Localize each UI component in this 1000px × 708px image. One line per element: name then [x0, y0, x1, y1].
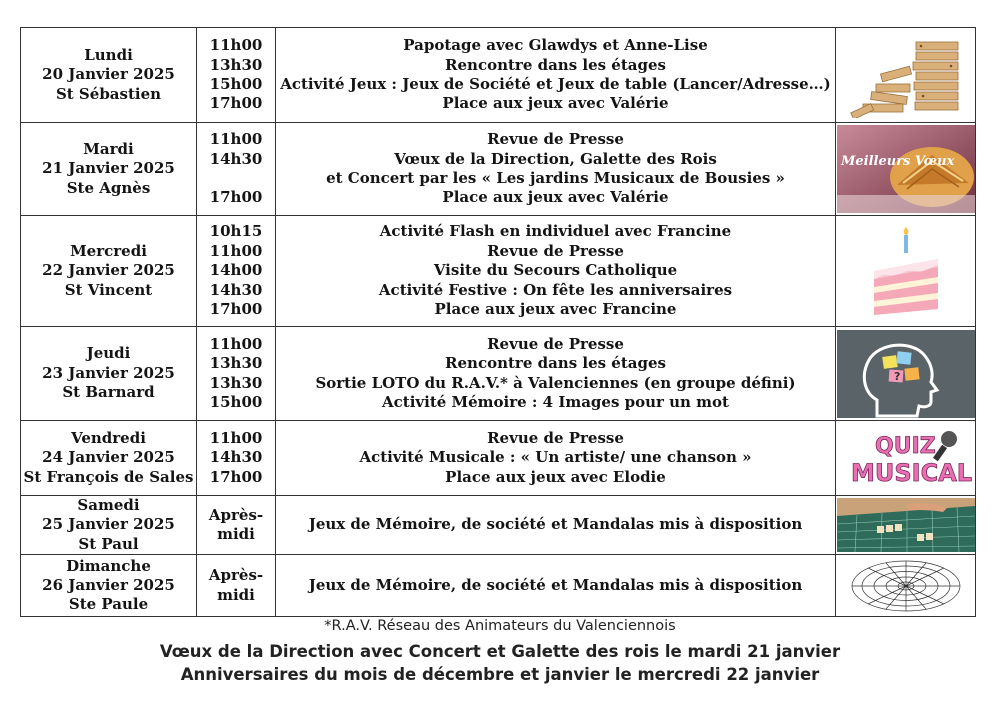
- activity-item: Activité Mémoire : 4 Images pour un mot: [382, 392, 729, 411]
- time-slot: 17h00: [209, 188, 263, 207]
- day-cell: [21, 123, 197, 216]
- activity-item: Place aux jeux avec Valérie: [442, 94, 669, 113]
- activity-cell: [276, 555, 836, 617]
- activity-item: Place aux jeux avec Francine: [434, 300, 677, 319]
- day-date: 22 Janvier 2025: [42, 261, 175, 280]
- quiz-title-text: QUIZ: [874, 434, 936, 459]
- schedule-row-jeudi: [21, 327, 976, 421]
- day-cell: [21, 496, 197, 555]
- activity-cell: [276, 28, 836, 123]
- day-date: 20 Janvier 2025: [42, 65, 175, 84]
- day-date: 21 Janvier 2025: [42, 159, 175, 178]
- time-slot: 11h00: [209, 36, 263, 55]
- day-cell: [21, 555, 197, 617]
- image-cell: [836, 123, 976, 216]
- activity-cell: [276, 421, 836, 496]
- image-cell: [836, 421, 976, 496]
- day-cell: [21, 327, 197, 421]
- time-slot: 13h30: [209, 55, 263, 74]
- activity-item: Revue de Presse: [487, 241, 624, 260]
- time-slot: midi: [217, 585, 255, 604]
- day-name: Dimanche: [66, 556, 151, 575]
- schedule-row-vendredi: [21, 421, 976, 496]
- time-cell: [197, 327, 276, 421]
- time-slot: 11h00: [209, 130, 263, 149]
- time-cell: [197, 496, 276, 555]
- activity-item: Place aux jeux avec Valérie: [442, 188, 669, 207]
- activity-item: Activité Flash en individuel avec Francine: [379, 222, 732, 241]
- musical-title-text: MUSICAL: [850, 459, 972, 487]
- highlight-notes: [0, 640, 1000, 686]
- microphone-icon: [932, 431, 956, 461]
- scrabble-board-image: [837, 498, 975, 552]
- schedule-row-dimanche: [21, 555, 976, 617]
- activity-item: et Concert par les « Les jardins Musicaux de Bousies »: [326, 169, 785, 187]
- image-cell: [836, 216, 976, 327]
- image-cell: [836, 28, 976, 123]
- image-cell: [836, 496, 976, 555]
- day-date: 24 Janvier 2025: [42, 448, 175, 467]
- activity-cell: [276, 216, 836, 327]
- activity-item: Revue de Presse: [487, 428, 624, 447]
- note-line: Anniversaires du mois de décembre et janvier le mercredi 22 janvier: [180, 665, 820, 684]
- time-slot: 14h30: [209, 448, 263, 467]
- time-slot: 14h30: [209, 149, 263, 168]
- time-slot: 15h00: [209, 75, 263, 93]
- time-cell: [197, 28, 276, 123]
- activity-item: Visite du Secours Catholique: [433, 261, 678, 280]
- day-name: Mercredi: [70, 241, 147, 260]
- activity-item: Jeux de Mémoire, de société et Mandalas mis à disposition: [308, 576, 803, 595]
- day-date: 23 Janvier 2025: [42, 363, 175, 382]
- activity-cell: [276, 123, 836, 216]
- time-slot: 15h00: [209, 392, 263, 411]
- day-saint: St Paul: [78, 534, 139, 553]
- activity-item: Papotage avec Glawdys et Anne-Lise: [403, 36, 708, 55]
- day-saint: St François de Sales: [23, 467, 194, 486]
- note-line: Vœux de la Direction avec Concert et Galette des rois le mardi 21 janvier: [159, 642, 841, 661]
- day-cell: [21, 216, 197, 327]
- activity-item: Revue de Presse: [487, 334, 624, 353]
- time-slot: midi: [217, 525, 255, 544]
- day-cell: [21, 421, 197, 496]
- mandala-image: [846, 558, 966, 614]
- schedule-row-mardi: [21, 123, 976, 216]
- time-slot: 10h15: [209, 222, 263, 241]
- schedule-row-mercredi: [21, 216, 976, 327]
- activity-cell: [276, 496, 836, 555]
- time-slot: 17h00: [209, 94, 263, 113]
- schedule-row-lundi: [21, 28, 976, 123]
- day-saint: Ste Paule: [68, 595, 149, 614]
- time-slot: 17h00: [209, 300, 263, 319]
- time-slot: 11h00: [209, 334, 263, 353]
- footnote: *R.A.V. Réseau des Animateurs du Valenciennois: [324, 618, 676, 634]
- time-slot: Après-: [208, 566, 264, 585]
- question-mark-text: ?: [893, 369, 900, 383]
- schedule-row-samedi: [21, 496, 976, 555]
- time-slot: 11h00: [209, 241, 263, 260]
- birthday-cake-image: [866, 221, 946, 321]
- activity-item: Rencontre dans les étages: [445, 354, 666, 373]
- activity-item: Rencontre dans les étages: [445, 55, 666, 74]
- day-name: Mardi: [83, 139, 134, 158]
- time-slot: 13h30: [209, 354, 263, 373]
- day-saint: St Vincent: [64, 280, 153, 299]
- quiz-musical-image: [837, 425, 975, 491]
- activity-item: Jeux de Mémoire, de société et Mandalas mis à disposition: [308, 515, 803, 534]
- activity-item: Place aux jeux avec Elodie: [445, 467, 666, 486]
- time-slot: 17h00: [209, 467, 263, 486]
- activity-item: Activité Festive : On fête les anniversaires: [378, 280, 733, 299]
- time-slot: 13h30: [209, 373, 263, 392]
- activity-item: Vœux de la Direction, Galette des Rois: [394, 149, 717, 168]
- day-name: Lundi: [84, 45, 133, 64]
- time-slot: 11h00: [209, 428, 263, 447]
- day-date: 26 Janvier 2025: [42, 576, 175, 595]
- image-cell: [836, 555, 976, 617]
- time-cell: [197, 555, 276, 617]
- greeting-text: Meilleurs Vœux: [840, 154, 954, 169]
- time-cell: [197, 216, 276, 327]
- day-saint: St Barnard: [62, 383, 155, 402]
- day-name: Samedi: [77, 496, 140, 514]
- image-cell: [836, 327, 976, 421]
- day-name: Vendredi: [71, 428, 146, 447]
- galette-des-rois-image: [837, 125, 975, 213]
- time-slot: 14h30: [209, 280, 263, 299]
- activity-cell: [276, 327, 836, 421]
- time-slot: 14h00: [209, 261, 263, 280]
- activity-item: Activité Jeux : Jeux de Société et Jeux de table (Lancer/Adresse…): [280, 75, 831, 93]
- memory-head-image: [837, 330, 975, 418]
- activity-item: Activité Musicale : « Un artiste/ une chanson »: [359, 448, 752, 467]
- time-cell: [197, 123, 276, 216]
- day-date: 25 Janvier 2025: [42, 515, 175, 534]
- time-slot: Après-: [208, 505, 264, 524]
- weekly-schedule-table: [20, 27, 976, 617]
- day-name: Jeudi: [86, 344, 131, 363]
- activity-item: Revue de Presse: [487, 130, 624, 149]
- day-saint: St Sébastien: [55, 84, 162, 103]
- jenga-blocks-image: [841, 32, 971, 118]
- activity-item: Sortie LOTO du R.A.V.* à Valenciennes (en groupe défini): [315, 373, 796, 392]
- day-saint: Ste Agnès: [66, 178, 151, 197]
- day-cell: [21, 28, 197, 123]
- time-cell: [197, 421, 276, 496]
